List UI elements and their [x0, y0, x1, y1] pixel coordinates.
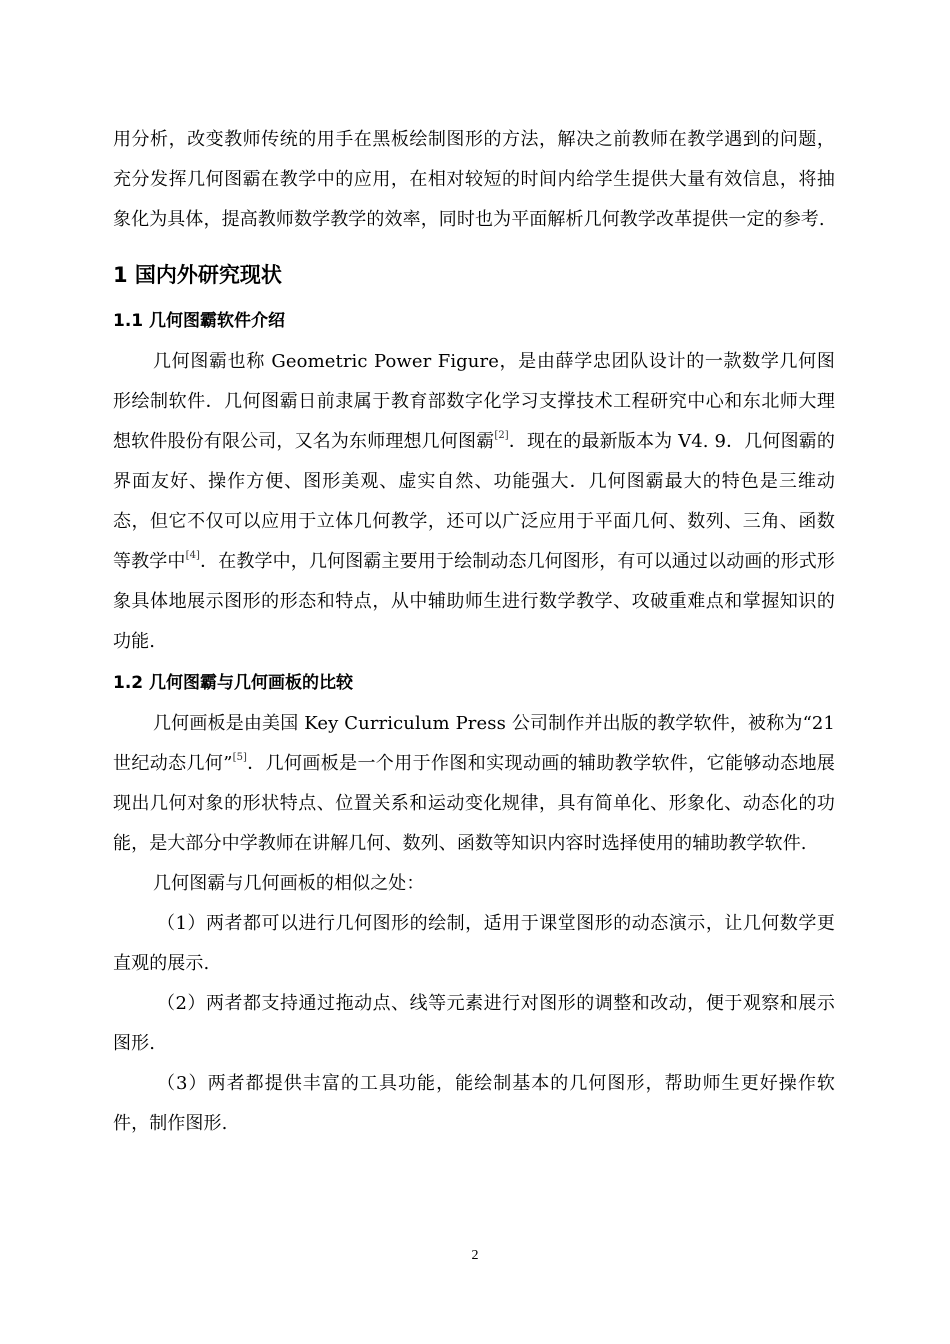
paragraph-text: ．在教学中，几何图霸主要用于绘制动态几何图形，有可以通过以动画的形式形象具体地展示图形的形态和特点，从中辅助师生进行数学教学、攻破重难点和掌握知识的功能. [113, 551, 836, 652]
page-number: 2 [471, 1248, 479, 1263]
section-1-1-paragraph [113, 342, 835, 662]
citation-ref: [5] [232, 752, 248, 763]
citation-ref: [4] [185, 550, 201, 561]
section-1-heading: 1 国内外研究现状 [113, 263, 282, 287]
similarities-intro: 几何图霸与几何画板的相似之处： [153, 873, 425, 894]
section-1-2-heading: 1.2 几何图霸与几何画板的比较 [113, 673, 354, 693]
intro-paragraph: 用分析，改变教师传统的用手在黑板绘制图形的方法，解决之前教师在教学遇到的问题，充分发挥几何图霸在教学中的应用，在相对较短的时间内给学生提供大量有效信息，将抽象化为具体，提高教师数学教学的效率，同时也为平面解析几何教学改革提供一定的参考. [113, 129, 835, 230]
section-1-1-heading: 1.1 几何图霸软件介绍 [113, 311, 286, 331]
paragraph-text: 几何图霸也称 Geometric Power Figure，是由薛学忠团队设计的一款数学几何图形绘制软件．几何图霸日前隶属于教育部数字化学习支撑技术工程研究中心和东北师大理想软件股份有限公司，又名为东师理想几何图霸 [113, 351, 835, 452]
page-body [113, 120, 835, 1144]
list-item: （2）两者都支持通过拖动点、线等元素进行对图形的调整和改动，便于观察和展示图形. [113, 993, 835, 1054]
section-1-2-paragraph [113, 704, 835, 864]
paragraph-text: ．现在的最新版本为 V4. 9．几何图霸的界面友好、操作方便、图形美观、虚实自然、功能强大．几何图霸最大的特色是三维动态，但它不仅可以应用于立体几何教学，还可以广泛应用于平面几何、数列、三角、函数等教学中 [113, 431, 835, 572]
citation-ref: [2] [494, 430, 509, 441]
list-item: （3）两者都提供丰富的工具功能，能绘制基本的几何图形，帮助师生更好操作软件，制作图形. [113, 1073, 835, 1134]
paragraph-text: 几何画板是由美国 Key Curriculum Press 公司制作并出版的教学软件，被称为“21 世纪动态几何” [113, 713, 835, 774]
paragraph-text: ．几何画板是一个用于作图和实现动画的辅助教学软件，它能够动态地展现出几何对象的形状特点、位置关系和运动变化规律，具有简单化、形象化、动态化的功能，是大部分中学教师在讲解几何、数列、函数等知识内容时选择使用的辅助教学软件. [113, 753, 836, 854]
list-item: （1）两者都可以进行几何图形的绘制，适用于课堂图形的动态演示，让几何数学更直观的展示. [113, 913, 835, 974]
